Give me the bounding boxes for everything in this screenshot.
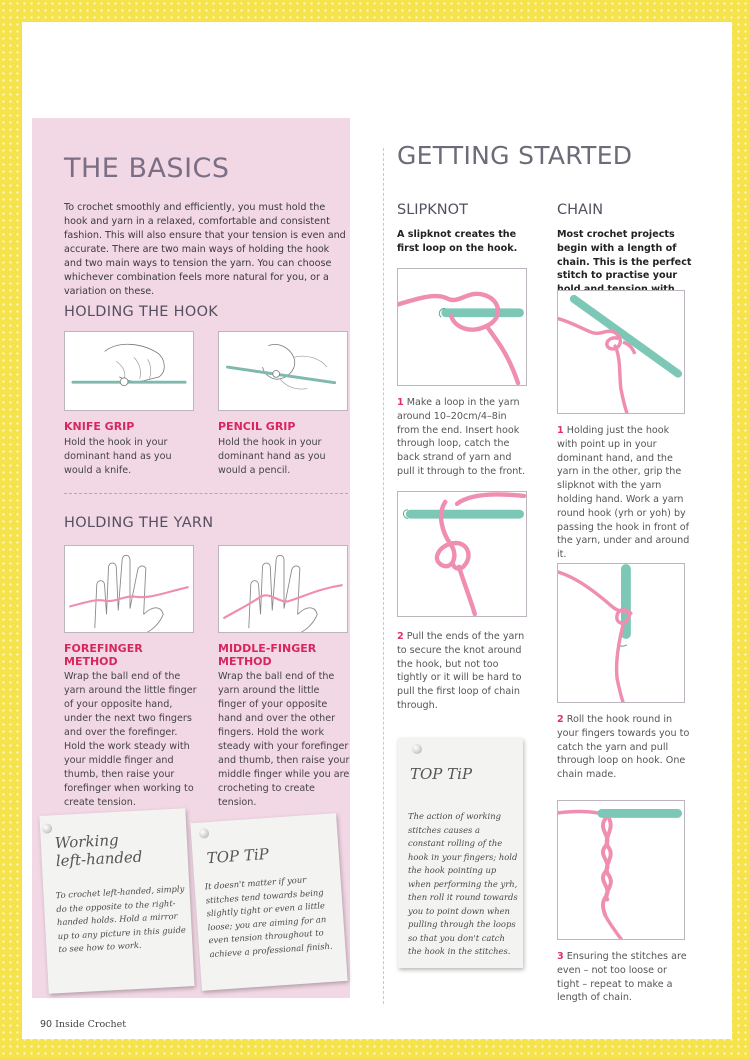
magazine-name: Inside Crochet <box>55 1019 127 1030</box>
left-handed-title-2: left-handed <box>55 847 143 871</box>
left-handed-title-1: Working <box>54 830 120 853</box>
page-number: 90 <box>40 1019 53 1030</box>
forefinger-title-2: METHOD <box>64 655 118 668</box>
chain-heading: CHAIN <box>557 202 604 218</box>
top-tip-1-title: TOP TiP <box>206 844 270 868</box>
knife-grip-title: KNIFE GRIP <box>64 420 135 433</box>
page-footer <box>40 1019 126 1030</box>
middle-finger-title-1: MIDDLE-FINGER <box>218 642 317 655</box>
top-tip-2-title: TOP TiP <box>410 765 473 783</box>
chain-lead: Most crochet projects begin with a length of chain. This is the perfect stitch to practise your <box>557 229 692 282</box>
getting-started-title: GETTING STARTED <box>397 141 633 170</box>
top-tip-note-1 <box>190 813 347 991</box>
forefinger-method-illustration <box>64 545 194 633</box>
pencil-grip-title: PENCIL GRIP <box>218 420 296 433</box>
slipknot-step2-illustration <box>397 491 527 617</box>
chain-step2: 2 Roll the hook round in your fingers towards you to catch the yarn and pull through loop on hook. One chain made. <box>557 714 690 781</box>
chain-step1: 1 Holding just the hook with point up in your dominant hand, and the yarn in the other, grip the slipknot with the yarn holding hand. Work a yarn round hook (yrh or yoh) by passing the hook in front of the yarn, under and around it. <box>557 425 690 561</box>
column-divider <box>383 148 384 1004</box>
slipknot-step1: 1 Make a loop in the yarn around 10–20cm/4–8in from the end. Insert hook through loop, catch the back strand of yarn and pull it through to the front. <box>397 397 526 477</box>
chain-step3: 3 Ensuring the stitches are even – not too loose or tight – repeat to make a length of chain. <box>557 951 687 1004</box>
basics-intro: To crochet smoothly and efficiently, you must hold the hook and yarn in a relaxed, comfortable and consistent fashion. This will also ensure that your tension is even and accurate. There are two main ways of holding the hook and two main ways to tension the yarn. You can choose whichever combination feels more natural for you, or a variation on these. <box>64 202 346 297</box>
section-divider <box>64 493 348 494</box>
forefinger-title-1: FOREFINGER <box>64 642 143 655</box>
knife-grip-text: Hold the hook in your dominant hand as you would a knife. <box>64 437 172 476</box>
pencil-grip-illustration <box>218 331 348 411</box>
pencil-grip-text: Hold the hook in your dominant hand as you would a pencil. <box>218 437 326 476</box>
left-handed-note <box>39 808 194 993</box>
slipknot-step2: 2 Pull the ends of the yarn to secure the knot around the hook, but not too tightly or it will be hard to pull the first loop of chain through. <box>397 631 525 711</box>
pin-icon <box>199 828 210 839</box>
pin-icon <box>412 744 422 754</box>
chain-step1-illustration <box>557 290 685 414</box>
middle-finger-method-illustration <box>218 545 348 633</box>
slipknot-step1-illustration <box>397 268 527 386</box>
basics-title: THE BASICS <box>64 153 230 184</box>
forefinger-text: Wrap the ball end of the yarn around the little finger of your opposite hand, under the next two fingers and over the forefinger. Hold the work steady with your middle finger and thumb, then raise your forefinger when working to create tension. <box>64 671 197 808</box>
chain-step2-illustration <box>557 563 685 703</box>
pin-icon <box>42 823 53 834</box>
slipknot-heading: SLIPKNOT <box>397 202 468 218</box>
top-tip-note-2 <box>398 738 523 968</box>
left-handed-text: To crochet left-handed, simply do the opposite to the right-handed holds. Hold a mirror up to any picture in this guide to see how to work. <box>55 883 187 955</box>
knife-grip-illustration <box>64 331 194 411</box>
chain-step3-illustration <box>557 800 685 940</box>
top-tip-1-text: It doesn't matter if your stitches tend towards being slightly tight or even a little loose; you are aiming for an even tension throughout to achieve a professional finish. <box>204 874 333 959</box>
holding-hook-heading: HOLDING THE HOOK <box>64 304 219 320</box>
slipknot-lead: A slipknot creates the first loop on the hook. <box>397 229 518 254</box>
middle-finger-text: Wrap the ball end of the yarn around the little finger of your opposite hand and over the other fingers. Hold the work steady with your forefinger and thumb, then raise your middle finger while you are crocheting to create tension. <box>218 671 350 808</box>
top-tip-2-text: The action of working stitches causes a constant rolling of the hook in your fingers; hold the hook pointing up when performing the yrh, then roll it round towards you to point down when pulling through the loops so that you don't catch the hook in the stitches. <box>408 811 518 956</box>
holding-yarn-heading: HOLDING THE YARN <box>64 515 214 531</box>
middle-finger-title-2: METHOD <box>218 655 272 668</box>
